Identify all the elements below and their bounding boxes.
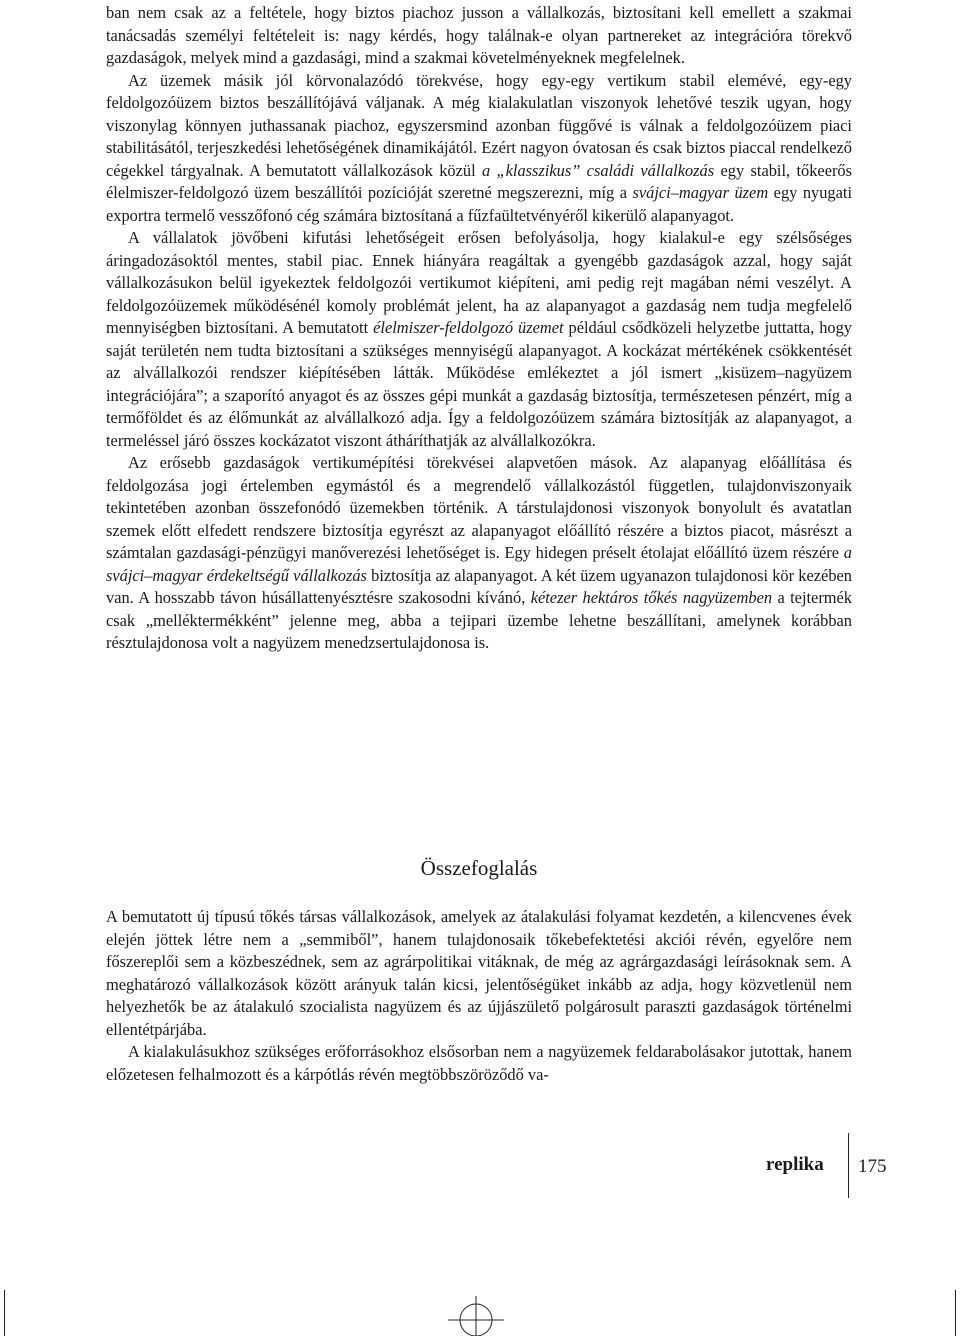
italic-run: élelmiszer-feldolgozó üzemet	[373, 318, 564, 337]
text-run: Az üzemek másik jól körvonalazódó törekvése, hogy egy-egy vertikum stabil elemévé, egy-egy feldolgozóüzem biztos beszállítójává váljanak. A még kialakulatlan viszonyok lehetővé teszik ugyan, hogy viszonylag könnyen juthassanak piachoz, egyszersmind azonban függővé is válnak a feldolgozóüzem piaci stabilitásától, terjeszkedési lehetőségének dinamikájától. Ezért nagyon óvatosan és csak biztos piaccal rendelkező cégekkel tárgyalnak. A bemutatott vállalkozások közül	[106, 70, 852, 180]
paragraph-stronger-farms	[106, 452, 852, 655]
summary-paragraph-2: A kialakulásukhoz szükséges erőforrásokhoz elsősorban nem a nagyüzemek feldarabolásakor jutottak, hanem előzetesen felhalmozott és a kárpótlás révén megtöbbszöröződő va-	[106, 1042, 852, 1084]
summary-text	[106, 906, 852, 1086]
journal-name: replika	[766, 1154, 824, 1175]
footer-divider	[848, 1133, 849, 1198]
italic-run: svájci–magyar üzem	[632, 183, 769, 202]
section-heading: Összefoglalás	[420, 856, 538, 880]
italic-run: kétezer hektáros tőkés nagyüzemben	[530, 588, 773, 607]
summary-paragraph-1: A bemutatott új típusú tőkés társas vállalkozások, amelyek az átalakulási folyamat kezdetén, a kilencvenes évek elején jöttek létre nem a „semmiből”, hanem tulajdonosaik tőkebefektetési akciói révén, egyelőre nem főszereplői sem a közbeszédnek, sem az agrárpolitikai vitáknak, de még az agrárgazdasági leírásoknak sem. A meghatározó vállalkozások között arányuk talán kicsi, jelentőségüket inkább az adja, hogy közvetlenül nem helyezhetők be az átalakuló szocialista nagyüzem és az újjászülető polgárosult paraszti gazdaságok történelmi ellentétpárjába.	[106, 907, 852, 1039]
text-run: a tejtermék csak „melléktermékként” jelenne meg, abba a tejipari üzembe lehetne beszállítani, amelynek korábban résztulajdonosa volt a nagyüzem menedzsertulajdonosa is.	[106, 588, 853, 652]
body-text-top	[106, 2, 852, 655]
paragraph-continuation: ban nem csak az a feltétele, hogy biztos piachoz jusson a vállalkozás, biztosítani kell emellett a szakmai tanácsadás személyi feltételeit is: nagy kérdés, hogy találnak-e olyan partnereket az integrációra törekvő gazdaságok, melyek mind a gazdasági, mind a szakmai követelményeknek megfelelnek.	[106, 3, 852, 67]
crop-mark-left	[4, 1290, 5, 1336]
paragraph-market-stability	[106, 227, 852, 452]
text-run: A vállalatok jövőbeni kifutási lehetőségeit erősen befolyásolja, hogy kialakul-e egy szélsőséges áringadozásoktól mentes, stabil piac. Ennek hiányára reagáltak a gyengébb gazdaságok azzal, hogy saját vállalkozásukon belül igyekeztek feldolgozói vertikumot kiépíteni, ami pedig rejt magában némi veszélyt. A feldolgozóüzemek működésénél komoly problémát jelent, ha az alapanyagot a gazdaság nem tudja megfelelő mennyiségben biztosítani. A bemutatott	[106, 228, 852, 337]
crop-mark-right	[955, 1290, 956, 1336]
italic-run: a „klasszikus” családi vállalkozás	[481, 160, 715, 180]
text-run: egy stabil, tőkeerős élelmiszer-feldolgozó üzem beszállítói pozícióját szeretné megszerezni, míg a	[106, 160, 852, 202]
italic-run: a svájci–magyar érdekeltségű vállalkozás	[106, 543, 852, 585]
page-number: 175	[858, 1156, 887, 1177]
text-run: például csődközeli helyzetbe juttatta, hogy saját területén nem tudta biztosítani a szükséges mennyiségű alapanyagot. A kockázat mértékének csökkentését az alvállalkozói rendszer kiépítésében látták. Működése emlékeztet a jól ismert „kisüzem–nagyüzem integrációjára”; a szaporító anyagot és az összes gépi munkát a gazdaság biztosítja, természetesen pénzért, míg a termőföldet és az élőmunkát az alvállalkozó adja. Így a feldolgozóüzem számára biztosítják az alapanyagot, a termeléssel járó összes kockázatot viszont átháríthatják az alvállalkozókra.	[106, 318, 852, 450]
paragraph-vertical-integration	[106, 70, 852, 228]
text-run: biztosítja az alapanyagot. A két üzem ugyanazon tulajdonosi kör kezében van. A hosszabb távon húsállattenyésztésre szakosodni kívánó,	[106, 565, 852, 607]
text-run: egy nyugati exportra termelő vesszőfonó cég számára biztosítaná a fűzfaültetvényéről kikerülő alapanyagot.	[106, 183, 852, 225]
text-run: Az erősebb gazdaságok vertikumépítési törekvései alapvetően mások. Az alapanyag előállítása és feldolgozása jogi értelemben egymástól és a megrendelő vállalkozástól független, tulajdonviszonyaik tekintetében azonban összefonódó üzemekben történik. A társtulajdonosi viszonyok bonyolult és avatatlan szemek előtt elfedett rendszere biztosítja egyrészt az alapanyagot előállító részére a biztos piacot, másrészt a számtalan gazdasági-pénzügyi manőverezési lehetőséget is. Egy hidegen préselt étolajat előállító üzem részére	[106, 453, 852, 562]
registration-mark-icon	[448, 1296, 504, 1336]
